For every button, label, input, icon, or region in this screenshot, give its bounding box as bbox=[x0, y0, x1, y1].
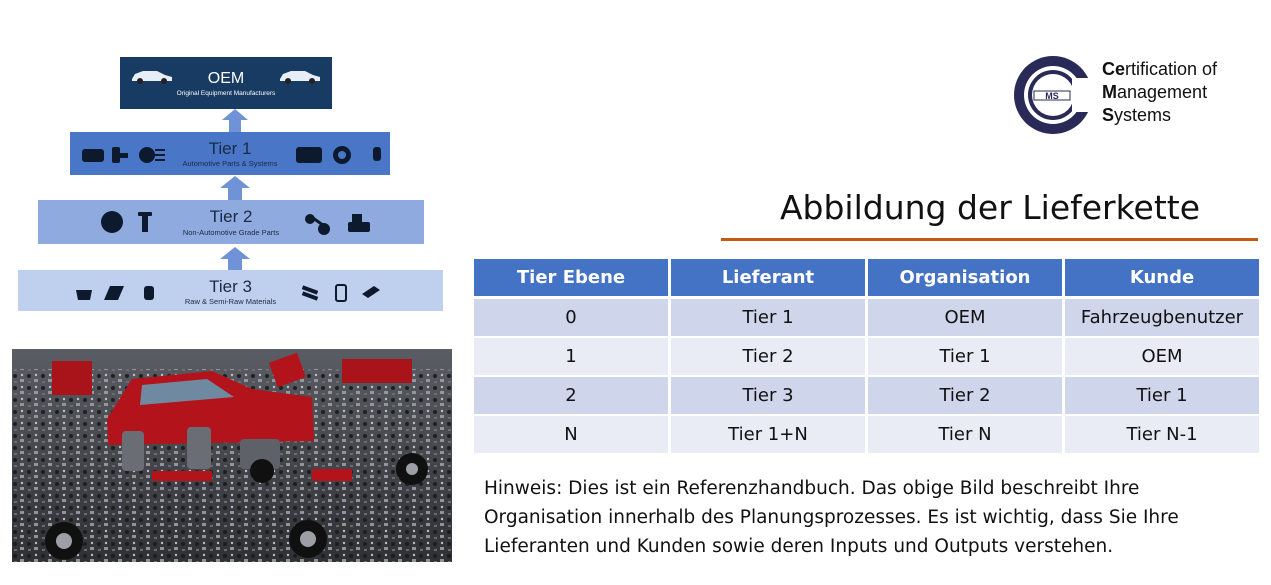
table-row bbox=[474, 338, 1262, 377]
arrow-tier3-to-tier2 bbox=[220, 247, 250, 270]
table-cell: N bbox=[474, 416, 671, 455]
title-underline bbox=[721, 238, 1258, 241]
logo-line2-bold: M bbox=[1102, 82, 1117, 102]
arrow-tier1-to-oem bbox=[222, 109, 248, 133]
logo-text bbox=[1102, 58, 1217, 127]
table-cell: Tier 3 bbox=[671, 377, 868, 416]
table-cell: 0 bbox=[474, 299, 671, 338]
logo-line2-rest: anagement bbox=[1117, 82, 1208, 102]
table-cell: Tier 2 bbox=[868, 377, 1065, 416]
table-cell: Tier N-1 bbox=[1065, 416, 1262, 455]
table-cell: Tier 1 bbox=[868, 338, 1065, 377]
table-cell: Tier 2 bbox=[671, 338, 868, 377]
table-row bbox=[474, 299, 1262, 338]
oem-subtitle: Original Equipment Manufacturers bbox=[176, 90, 276, 97]
logo-line1-bold: Ce bbox=[1102, 59, 1126, 79]
note-line: Lieferanten und Kunden sowie deren Inputs und Outputs verstehen. bbox=[484, 536, 1114, 557]
table-cell: Tier 1+N bbox=[671, 416, 868, 455]
tier2-title: Tier 2 bbox=[209, 207, 253, 226]
tier3-subtitle: Raw & Semi-Raw Materials bbox=[184, 297, 277, 306]
header-tier-ebene: Tier Ebene bbox=[474, 259, 671, 299]
logo-line1-rest: rtification of bbox=[1125, 59, 1218, 79]
table-cell: OEM bbox=[868, 299, 1065, 338]
table-header-row bbox=[474, 259, 1262, 299]
car-parts-photo bbox=[12, 349, 452, 562]
supply-chain-table bbox=[474, 259, 1262, 455]
table-cell: Tier 1 bbox=[1065, 377, 1262, 416]
table-cell: Tier 1 bbox=[671, 299, 868, 338]
table-cell: 2 bbox=[474, 377, 671, 416]
page-title: Abbildung der Lieferkette bbox=[779, 188, 1201, 227]
tier1-title: Tier 1 bbox=[208, 139, 252, 158]
cms-logo-emblem bbox=[1012, 54, 1094, 136]
note-line: Hinweis: Dies ist ein Referenzhandbuch. Das obige Bild beschreibt Ihre bbox=[484, 478, 1140, 499]
header-kunde: Kunde bbox=[1065, 259, 1262, 299]
table-cell: Tier N bbox=[868, 416, 1065, 455]
tier1-subtitle: Automotive Parts & Systems bbox=[182, 159, 278, 168]
tier3-box bbox=[18, 270, 443, 311]
table-cell: OEM bbox=[1065, 338, 1262, 377]
note-line: Organisation innerhalb des Planungsprozesses. Es ist wichtig, dass Sie Ihre bbox=[484, 507, 1179, 528]
table-row bbox=[474, 377, 1262, 416]
oem-box bbox=[120, 57, 332, 109]
tier2-subtitle: Non-Automotive Grade Parts bbox=[182, 228, 280, 237]
tier2-box bbox=[38, 200, 424, 244]
header-organisation: Organisation bbox=[868, 259, 1065, 299]
car-parts-illustration bbox=[12, 349, 452, 562]
note-text bbox=[484, 474, 1244, 561]
oem-title: OEM bbox=[207, 70, 245, 87]
table-cell: Fahrzeugbenutzer bbox=[1065, 299, 1262, 338]
header-lieferant: Lieferant bbox=[671, 259, 868, 299]
logo-line3-rest: ystems bbox=[1114, 105, 1172, 125]
arrow-tier2-to-tier1 bbox=[220, 176, 250, 201]
tier3-title: Tier 3 bbox=[209, 277, 252, 296]
logo-line3-bold: S bbox=[1102, 105, 1115, 125]
logo-emblem-text: MS bbox=[1045, 91, 1059, 101]
table-cell: 1 bbox=[474, 338, 671, 377]
table-row bbox=[474, 416, 1262, 455]
tier1-box bbox=[70, 132, 390, 175]
